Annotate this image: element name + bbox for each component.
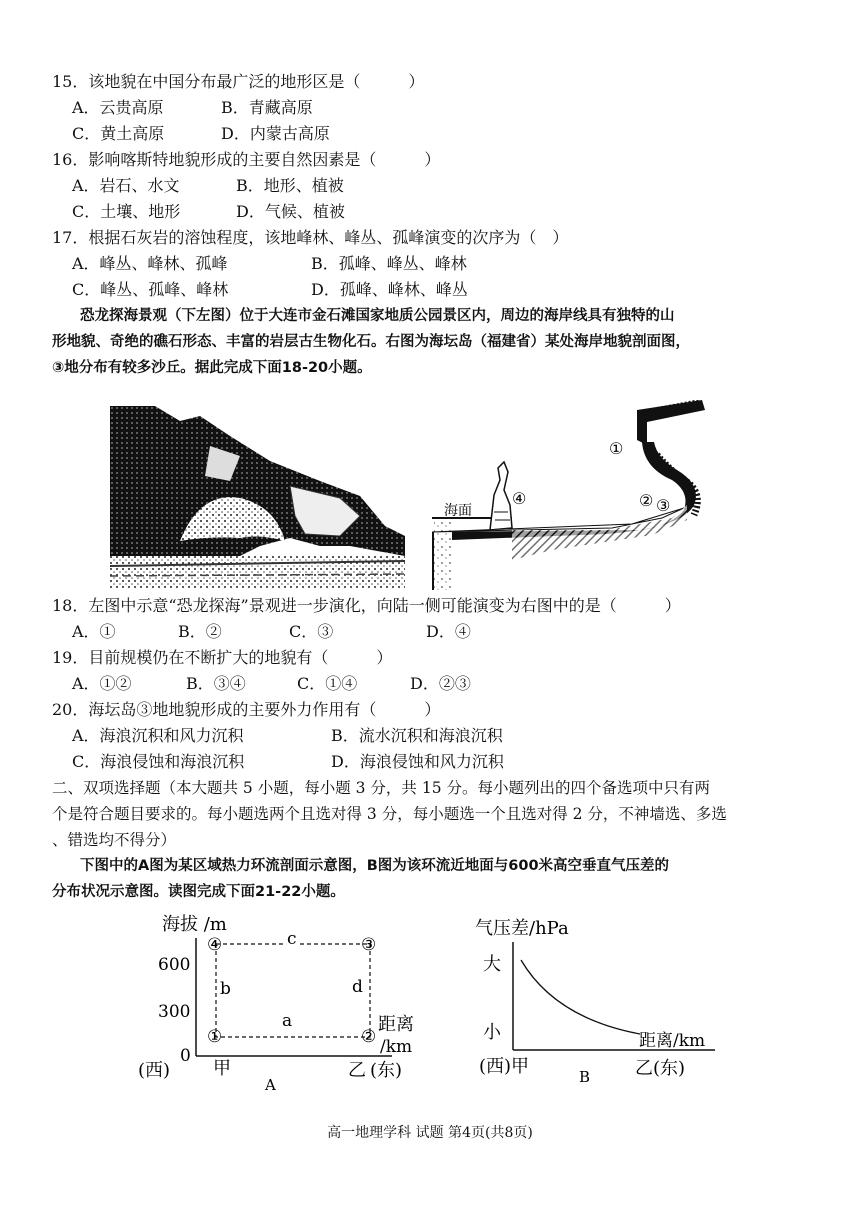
coast-profile-diagram bbox=[432, 400, 722, 590]
figure-a-thermal-circulation bbox=[130, 908, 450, 1098]
figa-edge-b: b bbox=[220, 979, 231, 999]
q15-option-d: D．内蒙古高原 bbox=[221, 124, 330, 143]
q17-option-b: B．孤峰、峰丛、峰林 bbox=[311, 254, 467, 273]
sea-surface-label: 海面 bbox=[444, 503, 472, 519]
figa-edge-c: c bbox=[287, 929, 297, 949]
figa-caption: A bbox=[265, 1076, 276, 1094]
figa-point-2: ② bbox=[361, 1027, 377, 1047]
q16-option-c: C．土壤、地形 bbox=[72, 202, 181, 221]
q19-option-c: C．①④ bbox=[297, 674, 358, 693]
figa-ytick-0: 0 bbox=[180, 1046, 191, 1066]
q16-option-d: D．气候、植被 bbox=[236, 202, 345, 221]
figa-point-3: ③ bbox=[361, 935, 377, 955]
figa-point-4: ④ bbox=[207, 935, 223, 955]
marker-3: ③ bbox=[656, 496, 671, 515]
marker-1: ① bbox=[609, 439, 624, 458]
question-19-stem: 19．目前规模仍在不断扩大的地貌有（ ） bbox=[52, 648, 393, 667]
figa-jia: 甲 bbox=[213, 1058, 231, 1079]
marker-2: ② bbox=[639, 491, 654, 510]
question-20-stem: 20．海坛岛③地地貌形成的主要外力作用有（ ） bbox=[52, 700, 441, 719]
section2-line3: 、错选均不得分） bbox=[52, 831, 177, 849]
figb-ylabel: 气压差/hPa bbox=[475, 918, 569, 939]
figa-ytick-300: 300 bbox=[158, 1002, 191, 1022]
section2-line1: 二、双项选择题（本大题共 5 小题，每小题 3 分，共 15 分。每小题列出的四个备选项中只有两 bbox=[52, 779, 711, 797]
passage-21-22-line2: 分布状况示意图。读图完成下面21-22小题。 bbox=[52, 884, 345, 900]
figb-big: 大 bbox=[483, 954, 501, 975]
dinosaur-sea-arch-photo bbox=[110, 406, 405, 588]
q17-option-d: D．孤峰、峰林、峰丛 bbox=[311, 280, 468, 299]
figa-ytick-600: 600 bbox=[158, 955, 191, 975]
passage-18-20-line3: ③地分布有较多沙丘。据此完成下面18-20小题。 bbox=[52, 360, 372, 376]
q15-option-a: A．云贵高原 bbox=[72, 98, 164, 117]
passage-18-20-line2: 形地貌、奇绝的礁石形态、丰富的岩层古生物化石。右图为海坛岛（福建省）某处海岸地貌剖面图， bbox=[52, 334, 690, 350]
q16-option-a: A．岩石、水文 bbox=[72, 176, 180, 195]
question-17-stem: 17．根据石灰岩的溶蚀程度，该地峰林、峰丛、孤峰演变的次序为（ ） bbox=[52, 228, 569, 247]
marker-4: ④ bbox=[512, 489, 527, 508]
figa-west: (西) bbox=[138, 1060, 171, 1081]
section2-line2: 个是符合题目要求的。每小题选两个且选对得 3 分，每小题选一个且选对得 2 分，不神墙选、多选 bbox=[52, 805, 727, 823]
q15-option-c: C．黄土高原 bbox=[72, 124, 165, 143]
figb-west-jia: (西)甲 bbox=[479, 1056, 530, 1077]
figa-xlabel-2: /km bbox=[380, 1037, 413, 1057]
figa-point-1: ① bbox=[207, 1027, 223, 1047]
passage-21-22-line1: 下图中的A图为某区域热力环流剖面示意图，B图为该环流近地面与600米高空垂直气压差的 bbox=[80, 858, 670, 874]
q19-option-a: A．①② bbox=[72, 674, 132, 693]
q15-option-b: B．青藏高原 bbox=[221, 98, 313, 117]
question-16-stem: 16．影响喀斯特地貌形成的主要自然因素是（ ） bbox=[52, 150, 441, 169]
figure-b-pressure-difference bbox=[475, 908, 745, 1088]
q19-option-b: B．③④ bbox=[186, 674, 246, 693]
q18-option-a: A．① bbox=[72, 622, 116, 641]
q20-option-c: C．海浪侵蚀和海浪沉积 bbox=[72, 752, 245, 771]
figa-ylabel: 海拔 /m bbox=[162, 914, 227, 935]
q20-option-a: A．海浪沉积和风力沉积 bbox=[72, 726, 244, 745]
figb-caption: B bbox=[579, 1068, 591, 1086]
figa-east: (东) bbox=[370, 1060, 403, 1081]
figa-xlabel-1: 距离 bbox=[378, 1014, 414, 1035]
q18-option-c: C．③ bbox=[289, 622, 334, 641]
q17-option-c: C．峰丛、孤峰、峰林 bbox=[72, 280, 229, 299]
figb-yi-east: 乙(东) bbox=[635, 1058, 686, 1079]
q20-option-d: D．海浪侵蚀和风力沉积 bbox=[331, 752, 504, 771]
q19-option-d: D．②③ bbox=[410, 674, 471, 693]
page-footer: 高一地理学科 试题 第4页(共8页) bbox=[327, 1125, 533, 1141]
q16-option-b: B．地形、植被 bbox=[236, 176, 344, 195]
figb-small: 小 bbox=[483, 1022, 501, 1043]
question-15-stem: 15．该地貌在中国分布最广泛的地形区是（ ） bbox=[52, 72, 425, 91]
q18-option-b: B．② bbox=[178, 622, 222, 641]
question-18-stem: 18．左图中示意“恐龙探海”景观进一步演化，向陆一侧可能演变为右图中的是（ ） bbox=[52, 596, 681, 615]
q17-option-a: A．峰丛、峰林、孤峰 bbox=[72, 254, 228, 273]
figb-xlabel: 距离/km bbox=[639, 1031, 706, 1051]
figa-yi: 乙 bbox=[348, 1060, 366, 1081]
q18-option-d: D．④ bbox=[426, 622, 471, 641]
figa-edge-a: a bbox=[282, 1011, 293, 1031]
passage-18-20-line1: 恐龙探海景观（下左图）位于大连市金石滩国家地质公园景区内，周边的海岸线具有独特的山 bbox=[80, 308, 675, 324]
figa-edge-d: d bbox=[352, 977, 363, 997]
q20-option-b: B．流水沉积和海浪沉积 bbox=[331, 726, 503, 745]
